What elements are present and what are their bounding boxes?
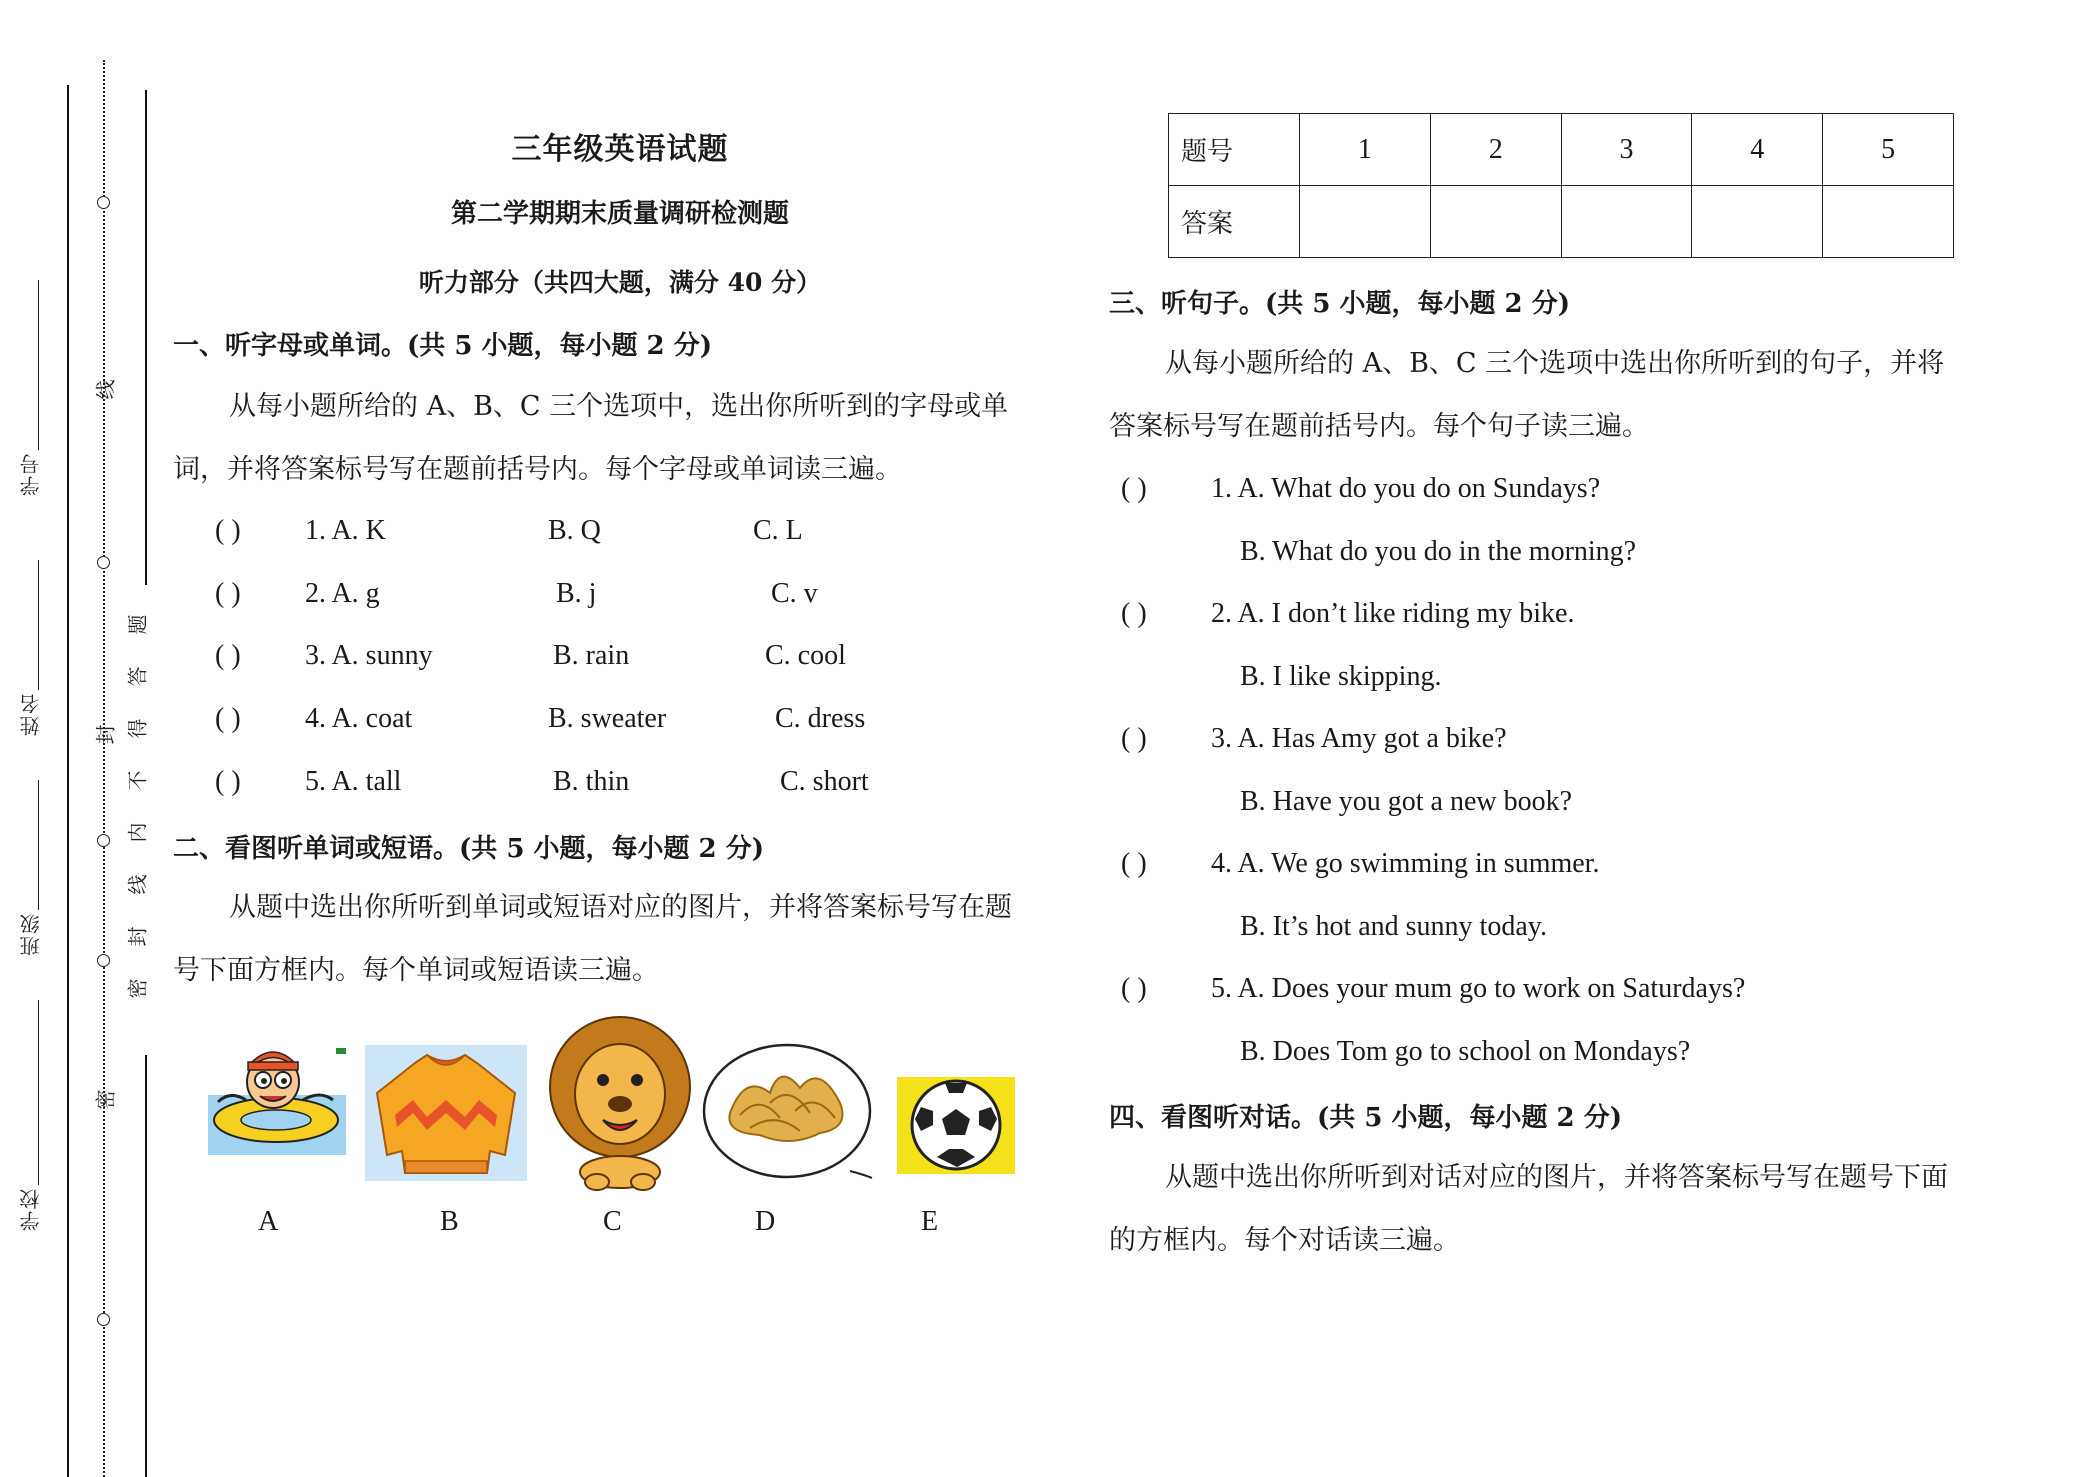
picture-label-b: B xyxy=(440,1206,459,1237)
table-number-1: 1 xyxy=(1300,114,1431,186)
noodles-icon xyxy=(700,1033,875,1181)
field-class: 班级 xyxy=(19,912,43,956)
picture-label-d: D xyxy=(755,1206,776,1237)
picture-label-a: A xyxy=(258,1206,279,1237)
answer-bracket[interactable]: ( ) xyxy=(215,766,241,797)
table-head-number: 题号 xyxy=(1169,114,1300,186)
section4-heading: 四、看图听对话。(共 5 小题，每小题 2 分) xyxy=(1109,1103,1622,1133)
table-number-2: 2 xyxy=(1430,114,1561,186)
answer-bracket[interactable]: ( ) xyxy=(1121,973,1147,1004)
table-number-5: 5 xyxy=(1823,114,1954,186)
option-b: B. rain xyxy=(553,640,630,671)
section2-heading: 二、看图听单词或短语。(共 5 小题，每小题 2 分) xyxy=(173,834,764,864)
page-title: 三年级英语试题 xyxy=(511,132,729,167)
option-a: 2. A. g xyxy=(305,578,380,609)
answer-cell-4[interactable] xyxy=(1692,186,1823,258)
field-line xyxy=(38,560,39,690)
seal-warning-text: 题 答 得 不 内 线 封 密 xyxy=(125,614,150,999)
option-b: B. thin xyxy=(553,766,630,797)
dotted-cut-line xyxy=(103,60,105,1477)
option-c: C. v xyxy=(771,578,818,609)
answer-bracket[interactable]: ( ) xyxy=(215,703,241,734)
sweater-icon xyxy=(365,1045,527,1181)
field-line xyxy=(38,780,39,910)
binding-hole xyxy=(97,556,110,569)
option-a: 3. A. sunny xyxy=(305,640,433,671)
option-a: 3. A. Has Amy got a bike? xyxy=(1211,723,1507,754)
option-b: B. What do you do in the morning? xyxy=(1240,536,1637,567)
option-a: 4. A. coat xyxy=(305,703,413,734)
option-b: B. I like skipping. xyxy=(1240,661,1442,692)
section3-heading: 三、听句子。(共 5 小题，每小题 2 分) xyxy=(1109,289,1570,319)
listening-part-title: 听力部分（共四大题，满分 40 分） xyxy=(418,268,822,297)
option-c: C. short xyxy=(780,766,869,797)
field-line xyxy=(38,280,39,450)
binding-hole xyxy=(97,834,110,847)
answer-table xyxy=(1168,113,1954,258)
binding-hole xyxy=(97,954,110,967)
answer-cell-2[interactable] xyxy=(1430,186,1561,258)
field-name: 姓名 xyxy=(19,692,43,736)
table-head-answer: 答案 xyxy=(1169,186,1300,258)
answer-bracket[interactable]: ( ) xyxy=(1121,848,1147,879)
table-number-3: 3 xyxy=(1561,114,1692,186)
option-b: B. Does Tom go to school on Mondays? xyxy=(1240,1036,1691,1067)
answer-bracket[interactable]: ( ) xyxy=(1121,723,1147,754)
option-a: 5. A. Does your mum go to work on Saturdays? xyxy=(1211,973,1746,1004)
inner-solid-line-lower xyxy=(145,1055,147,1477)
answer-cell-5[interactable] xyxy=(1823,186,1954,258)
football-icon xyxy=(897,1077,1015,1174)
option-c: C. dress xyxy=(775,703,866,734)
answer-bracket[interactable]: ( ) xyxy=(1121,473,1147,504)
answer-bracket[interactable]: ( ) xyxy=(215,578,241,609)
picture-label-c: C xyxy=(603,1206,622,1237)
section1-heading: 一、听字母或单词。(共 5 小题，每小题 2 分) xyxy=(173,331,712,361)
picture-label-e: E xyxy=(921,1206,939,1237)
answer-bracket[interactable]: ( ) xyxy=(1121,598,1147,629)
option-c: C. cool xyxy=(765,640,846,671)
field-student-number: 学号 xyxy=(19,452,43,496)
option-a: 1. A. What do you do on Sundays? xyxy=(1211,473,1601,504)
outer-solid-line xyxy=(67,85,69,1477)
answer-bracket[interactable]: ( ) xyxy=(215,640,241,671)
section1-instruction: 从每小题所给的 A、B、C 三个选项中，选出你所听到的字母或单 词，并将答案标号写在题前括号内。每个字母或单词读三遍。 xyxy=(173,391,1009,485)
option-b: B. Q xyxy=(548,515,601,546)
section3-instruction: 从每小题所给的 A、B、C 三个选项中选出你所听到的句子，并将 答案标号写在题前括号内。每个句子读三遍。 xyxy=(1109,348,1945,442)
swimming-boy-icon xyxy=(208,1040,346,1155)
answer-bracket[interactable]: ( ) xyxy=(215,515,241,546)
inner-solid-line xyxy=(145,90,147,585)
option-a: 4. A. We go swimming in summer. xyxy=(1211,848,1600,879)
option-a: 1. A. K xyxy=(305,515,386,546)
option-c: C. L xyxy=(753,515,803,546)
option-a: 5. A. tall xyxy=(305,766,402,797)
page-subtitle: 第二学期期末质量调研检测题 xyxy=(450,199,789,229)
answer-cell-3[interactable] xyxy=(1561,186,1692,258)
binding-hole xyxy=(97,196,110,209)
binding-hole xyxy=(97,1313,110,1326)
field-school: 学校 xyxy=(19,1187,43,1231)
option-b: B. j xyxy=(556,578,597,609)
section2-instruction: 从题中选出你所听到单词或短语对应的图片，并将答案标号写在题 号下面方框内。每个单词或短语读三遍。 xyxy=(173,892,1012,986)
table-number-4: 4 xyxy=(1692,114,1823,186)
lion-icon xyxy=(545,1012,695,1192)
section4-instruction: 从题中选出你所听到对话对应的图片，并将答案标号写在题号下面 的方框内。每个对话读三遍。 xyxy=(1109,1162,1948,1256)
option-b: B. sweater xyxy=(548,703,667,734)
option-a: 2. A. I don’t like riding my bike. xyxy=(1211,598,1575,629)
option-b: B. Have you got a new book? xyxy=(1240,786,1573,817)
field-line xyxy=(38,1000,39,1185)
answer-cell-1[interactable] xyxy=(1300,186,1431,258)
option-b: B. It’s hot and sunny today. xyxy=(1240,911,1547,942)
